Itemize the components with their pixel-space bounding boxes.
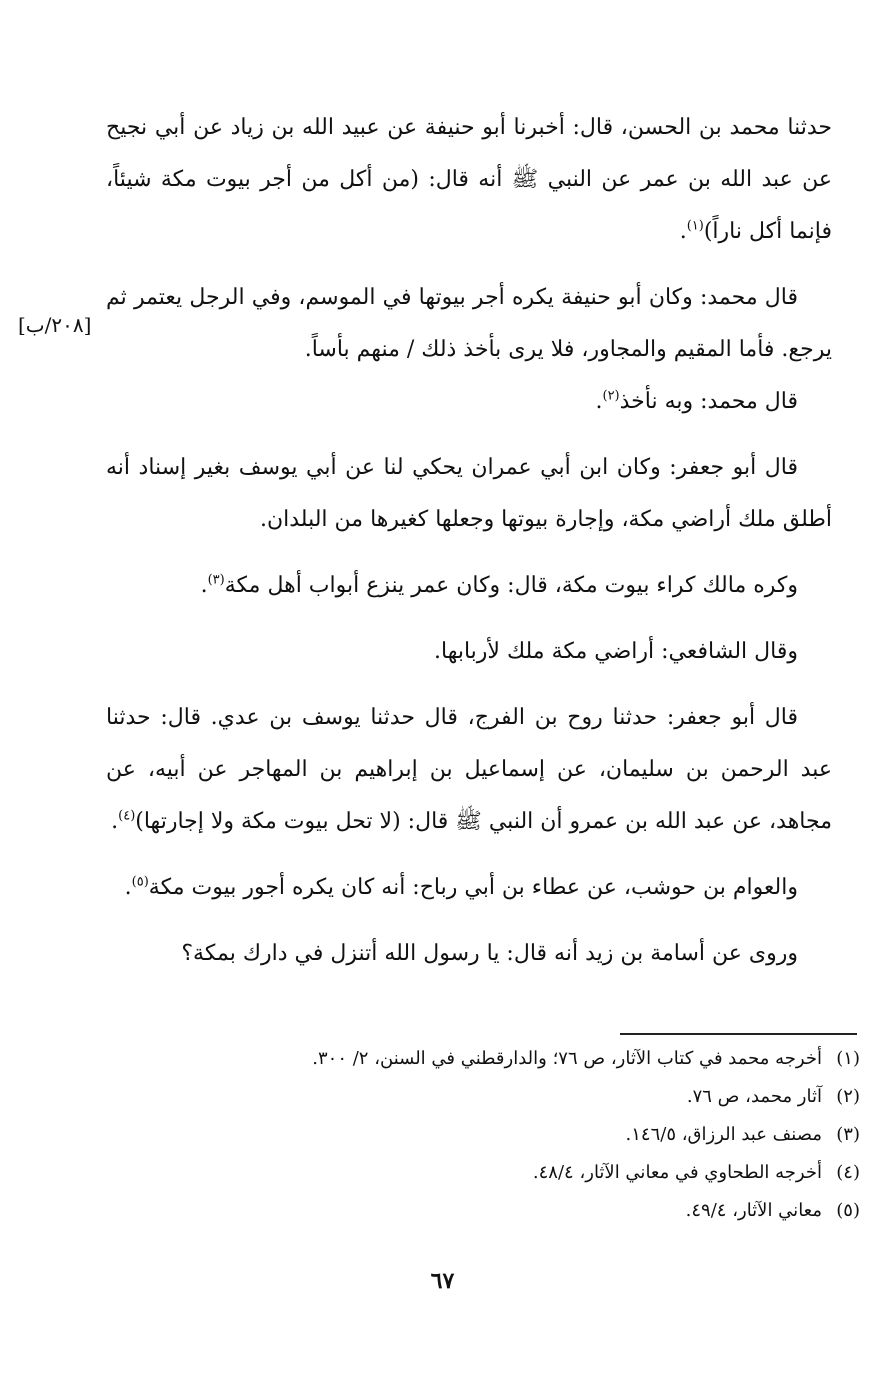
footnote-text: مصنف عبد الرزاق، ١٤٦/٥.	[625, 1124, 822, 1145]
paragraph-3	[106, 376, 832, 428]
footnote-number: (٤)	[836, 1162, 860, 1183]
paragraph-text: وقال الشافعي: أراضي مكة ملك لأربابها.	[434, 639, 798, 664]
footnote-number: (٥)	[836, 1200, 860, 1221]
footnote-text: آثار محمد، ص ٧٦.	[686, 1086, 822, 1107]
footnote-5	[170, 1192, 860, 1230]
paragraph-7	[106, 692, 832, 848]
footnote-ref: (٤)	[118, 808, 136, 824]
paragraph-text: قال محمد: وبه نأخذ	[619, 389, 798, 414]
footnote-2	[170, 1078, 860, 1116]
footnote-divider	[620, 1033, 857, 1035]
paragraph-text: حدثنا محمد بن الحسن، قال: أخبرنا أبو حنيفة عن عبيد الله بن زياد عن أبي نجيح عن عبد الله بن عمر عن النبي ﷺ أنه قال: (من أكل من أجر بيوت مكة شيئاً، فإنما أكل ناراً)	[106, 115, 832, 244]
footnote-3	[170, 1116, 860, 1154]
footnote-4	[170, 1154, 860, 1192]
paragraph-tail: .	[111, 809, 119, 834]
paragraph-6	[106, 626, 832, 678]
footnote-text: أخرجه الطحاوي في معاني الآثار، ٤٨/٤.	[532, 1162, 822, 1183]
footnote-text: معاني الآثار، ٤٩/٤.	[685, 1200, 822, 1221]
paragraph-2	[106, 272, 832, 376]
footnote-text: أخرجه محمد في كتاب الآثار، ص ٧٦؛ والدارقطني في السنن، ٢/ ٣٠٠.	[312, 1048, 822, 1069]
footnote-ref: (١)	[686, 218, 704, 234]
footnote-number: (١)	[836, 1048, 860, 1069]
footnote-ref: (٣)	[207, 572, 225, 588]
footnotes	[170, 1040, 860, 1230]
paragraph-9	[106, 928, 832, 980]
paragraph-5	[106, 560, 832, 612]
paragraph-text: والعوام بن حوشب، عن عطاء بن أبي رباح: أنه كان يكره أجور بيوت مكة	[148, 875, 798, 900]
footnote-ref: (٢)	[602, 388, 620, 404]
main-text	[106, 102, 832, 994]
footnote-number: (٢)	[836, 1086, 860, 1107]
footnote-1	[170, 1040, 860, 1078]
paragraph-text: قال أبو جعفر: حدثنا روح بن الفرج، قال حدثنا يوسف بن عدي. قال: حدثنا عبد الرحمن بن سليمان، عن إسماعيل بن إبراهيم بن المهاجر عن أبيه، عن مجاهد، عن عبد الله بن عمرو أن النبي ﷺ قال: (لا تحل بيوت مكة ولا إجارتها)	[106, 705, 832, 834]
paragraph-tail: .	[124, 875, 132, 900]
footnote-number: (٣)	[836, 1124, 860, 1145]
paragraph-4	[106, 442, 832, 546]
footnote-ref: (٥)	[131, 874, 149, 890]
page-number: ٦٧	[430, 1268, 455, 1294]
paragraph-tail: .	[200, 573, 208, 598]
paragraph-8	[106, 862, 832, 914]
paragraph-text: قال أبو جعفر: وكان ابن أبي عمران يحكي لنا عن أبي يوسف بغير إسناد أنه أطلق ملك أراضي مكة، وإجارة بيوتها وجعلها كغيرها من البلدان.	[106, 455, 832, 532]
paragraph-text: قال محمد: وكان أبو حنيفة يكره أجر بيوتها في الموسم، وفي الرجل يعتمر ثم يرجع. فأما المقيم والمجاور، فلا يرى بأخذ ذلك / منهم بأساً.	[106, 285, 832, 362]
paragraph-1	[106, 102, 832, 258]
paragraph-tail: .	[679, 219, 687, 244]
paragraph-tail: .	[595, 389, 603, 414]
paragraph-text: وكره مالك كراء بيوت مكة، قال: وكان عمر ينزع أبواب أهل مكة	[224, 573, 798, 598]
manuscript-folio-ref: [٢٠٨/ب]	[18, 313, 92, 337]
paragraph-text: وروى عن أسامة بن زيد أنه قال: يا رسول الله أتنزل في دارك بمكة؟	[181, 941, 798, 966]
